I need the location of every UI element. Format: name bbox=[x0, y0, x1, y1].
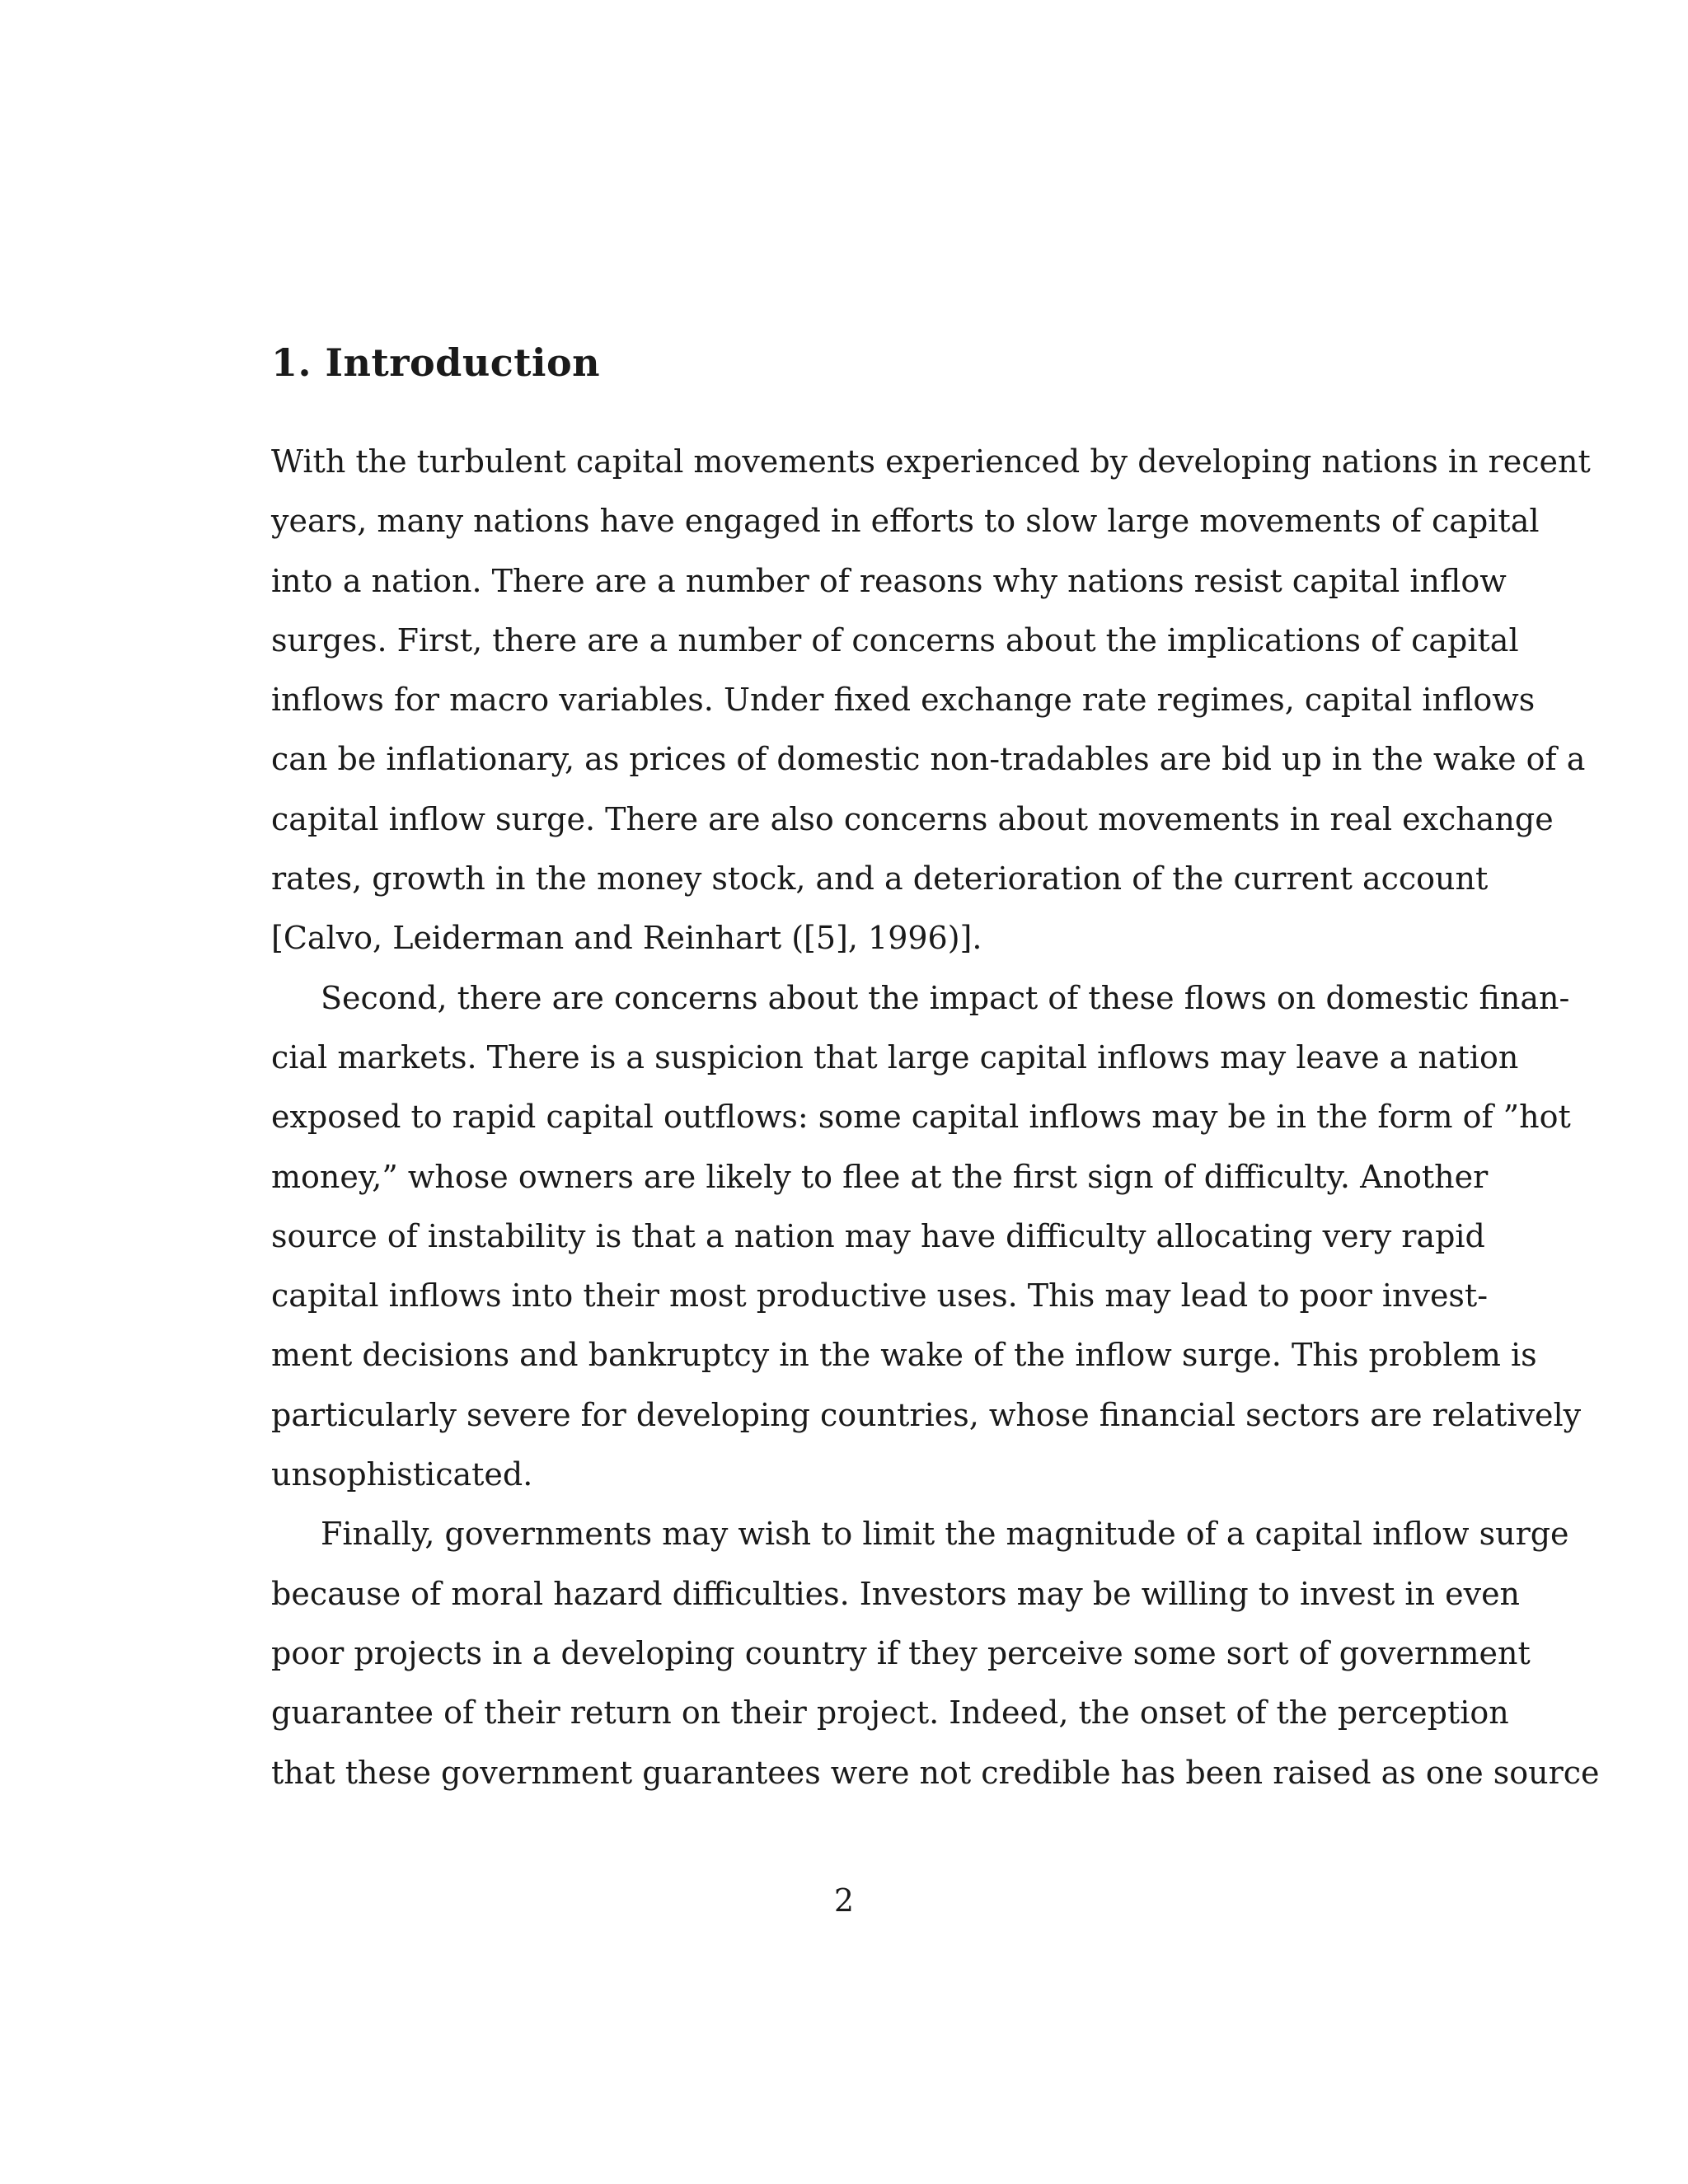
paragraph-line: that these government guarantees were not credible has been raised as one source bbox=[271, 1754, 1600, 1791]
paragraph-line: into a nation. There are a number of reasons why nations resist capital inflow bbox=[271, 562, 1507, 599]
paragraph-line: money,” whose owners are likely to flee at the first sign of difficulty. Another bbox=[271, 1158, 1489, 1195]
paragraph-line: because of moral hazard difficulties. Investors may be willing to invest in even bbox=[271, 1575, 1521, 1612]
paragraph-line: unsophisticated. bbox=[271, 1456, 533, 1493]
paragraph-line: capital inflows into their most productive uses. This may lead to poor invest- bbox=[271, 1277, 1489, 1315]
paragraph-line: cial markets. There is a suspicion that large capital inflows may leave a nation bbox=[271, 1038, 1519, 1076]
paragraph-line: rates, growth in the money stock, and a deterioration of the current account bbox=[271, 860, 1489, 898]
paragraph-line: exposed to rapid capital outflows: some capital inflows may be in the form of ”hot bbox=[271, 1099, 1571, 1136]
paragraph-line: years, many nations have engaged in efforts to slow large movements of capital bbox=[271, 503, 1540, 540]
paragraph-line: source of instability is that a nation may have difficulty allocating very rapid bbox=[271, 1217, 1485, 1254]
body-text bbox=[271, 432, 1600, 1802]
paragraph-line: guarantee of their return on their project. Indeed, the onset of the perception bbox=[271, 1694, 1509, 1732]
paragraph-line: [Calvo, Leiderman and Reinhart ([5], 1996)]. bbox=[271, 920, 982, 957]
paragraph-line: poor projects in a developing country if they perceive some sort of government bbox=[271, 1634, 1531, 1671]
page-number: 2 bbox=[833, 1882, 855, 1919]
paragraph-line: Finally, governments may wish to limit the magnitude of a capital inflow surge bbox=[321, 1516, 1569, 1553]
paragraph-line: With the turbulent capital movements experienced by developing nations in recent bbox=[271, 443, 1591, 480]
paragraph-line: inflows for macro variables. Under fixed exchange rate regimes, capital inflows bbox=[271, 682, 1536, 719]
section-heading: 1. Introduction bbox=[271, 340, 601, 385]
paragraph-line: surges. First, there are a number of concerns about the implications of capital bbox=[271, 621, 1519, 658]
paragraph-line: ment decisions and bankruptcy in the wake of the inflow surge. This problem is bbox=[271, 1337, 1537, 1374]
paragraph-line: can be inflationary, as prices of domestic non-tradables are bid up in the wake of a bbox=[271, 741, 1586, 778]
paragraph-line: capital inflow surge. There are also concerns about movements in real exchange bbox=[271, 800, 1554, 837]
paragraph-line: particularly severe for developing countries, whose financial sectors are relatively bbox=[271, 1396, 1582, 1433]
paragraph-line: Second, there are concerns about the impact of these flows on domestic finan- bbox=[321, 979, 1570, 1016]
